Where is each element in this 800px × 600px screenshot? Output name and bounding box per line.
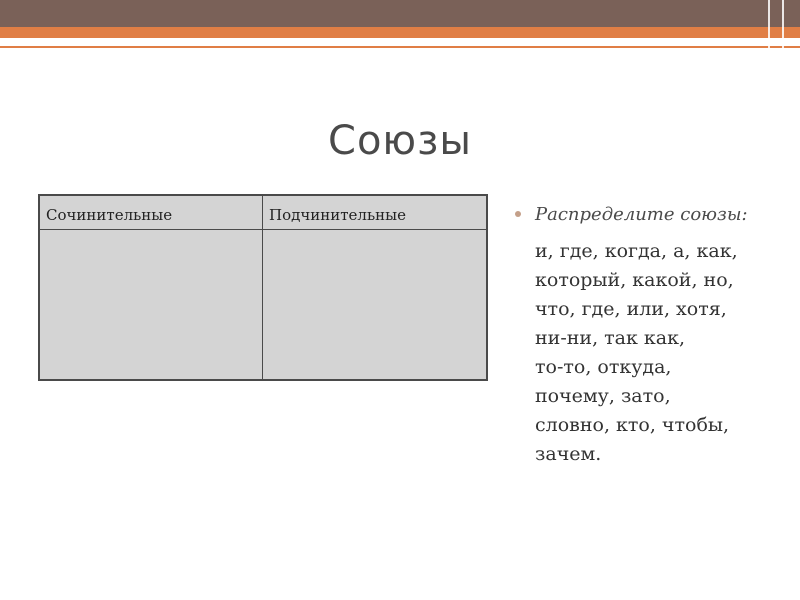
task-list: [513, 204, 793, 469]
task-label: Распределите союзы:: [535, 204, 748, 225]
accent-bar: [0, 27, 800, 38]
slide-title: Союзы: [328, 118, 472, 164]
table-cell-coordinating: [40, 230, 263, 379]
corner-decoration: [760, 0, 800, 50]
accent-line: [0, 46, 800, 48]
table-header-coordinating: Сочинительные: [40, 196, 263, 230]
top-band: [0, 0, 800, 27]
conjunctions-text: и, где, когда, а, как, который, какой, но, что, где, или, хотя, ни-ни, так как, то-то, откуда, почему, зато, словно, кто, чтобы, зачем.: [535, 240, 738, 465]
conjunctions-table: [38, 194, 488, 381]
table-cell-subordinating: [263, 230, 486, 379]
list-item: [513, 204, 793, 225]
bullet-icon: [515, 211, 521, 217]
table-header-subordinating: Подчинительные: [263, 196, 486, 230]
